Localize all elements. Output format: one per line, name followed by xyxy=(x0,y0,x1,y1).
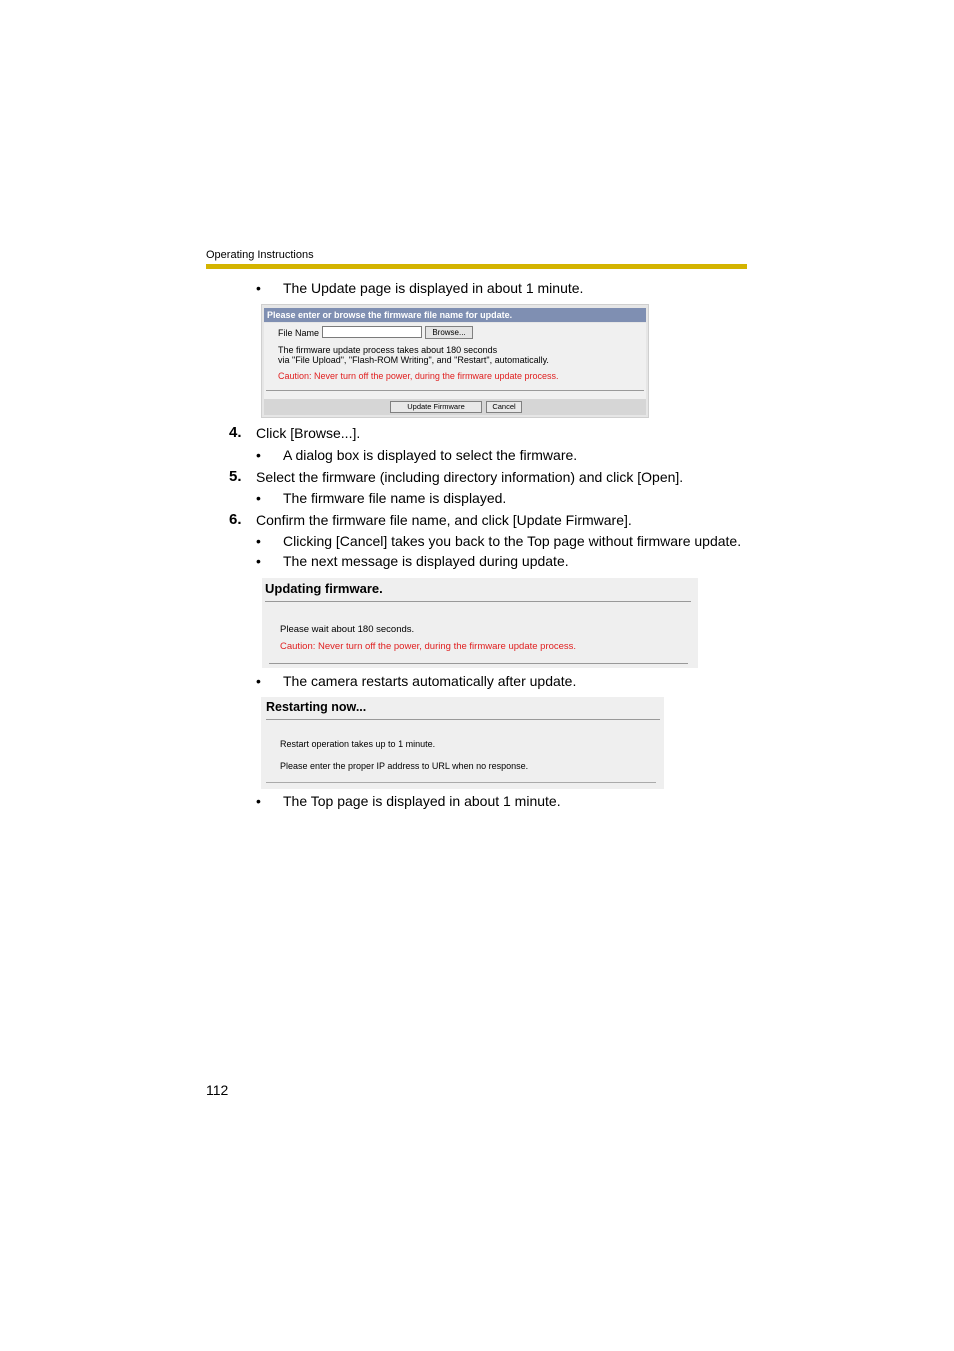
bullet-icon: • xyxy=(256,533,261,549)
cancel-button[interactable]: Cancel xyxy=(486,401,522,413)
update-firmware-button[interactable]: Update Firmware xyxy=(390,401,482,413)
bullet-next-message: The next message is displayed during update. xyxy=(283,553,569,569)
updating-wait-text: Please wait about 180 seconds. xyxy=(280,624,415,635)
bullet-icon: • xyxy=(256,793,261,809)
update-form-heading: Please enter or browse the firmware file name for update. xyxy=(264,308,646,322)
updating-title: Updating firmware. xyxy=(265,581,383,596)
step-number: 6. xyxy=(229,511,242,528)
step-text: Select the firmware (including directory information) and click [Open]. xyxy=(256,469,684,485)
update-form-button-bar xyxy=(264,399,646,415)
step-number: 5. xyxy=(229,468,242,485)
header-rule xyxy=(206,264,747,269)
step-text: Confirm the firmware file name, and click [Update Firmware]. xyxy=(256,512,632,528)
divider xyxy=(269,663,688,664)
divider xyxy=(266,719,660,720)
update-form-screenshot xyxy=(261,304,649,418)
bullet-update-page: The Update page is displayed in about 1 minute. xyxy=(283,280,584,296)
bullet-icon: • xyxy=(256,553,261,569)
update-form-panel xyxy=(264,323,646,399)
page-number: 112 xyxy=(206,1082,229,1098)
bullet-icon: • xyxy=(256,447,261,463)
restarting-line1: Restart operation takes up to 1 minute. xyxy=(280,739,436,749)
bullet-restart: The camera restarts automatically after update. xyxy=(283,673,577,689)
update-caution: Caution: Never turn off the power, during the firmware update process. xyxy=(278,371,559,381)
bullet-icon: • xyxy=(256,280,261,296)
bullet-icon: • xyxy=(256,673,261,689)
restarting-line2: Please enter the proper IP address to URL when no response. xyxy=(280,761,529,771)
running-header: Operating Instructions xyxy=(206,249,314,261)
bullet-top-page: The Top page is displayed in about 1 minute. xyxy=(283,793,561,809)
restarting-title: Restarting now... xyxy=(266,700,367,714)
file-name-input[interactable] xyxy=(322,326,422,338)
browse-button[interactable]: Browse... xyxy=(425,326,473,339)
bullet-file-name: The firmware file name is displayed. xyxy=(283,490,507,506)
file-name-label: File Name xyxy=(278,328,320,338)
update-description-line2: via "File Upload", "Flash-ROM Writing", and "Restart", automatically. xyxy=(278,355,549,365)
restarting-screenshot xyxy=(261,697,664,789)
divider xyxy=(265,601,691,602)
divider xyxy=(266,782,656,783)
bullet-icon: • xyxy=(256,490,261,506)
bullet-dialog: A dialog box is displayed to select the firmware. xyxy=(283,447,578,463)
update-description xyxy=(278,345,549,365)
divider xyxy=(266,390,644,391)
update-description-line1: The firmware update process takes about 180 seconds xyxy=(278,345,498,355)
updating-screenshot xyxy=(262,578,698,668)
updating-caution: Caution: Never turn off the power, during the firmware update process. xyxy=(280,641,577,652)
bullet-cancel: Clicking [Cancel] takes you back to the Top page without firmware update. xyxy=(283,533,742,549)
step-text: Click [Browse...]. xyxy=(256,425,361,441)
step-number: 4. xyxy=(229,424,242,441)
